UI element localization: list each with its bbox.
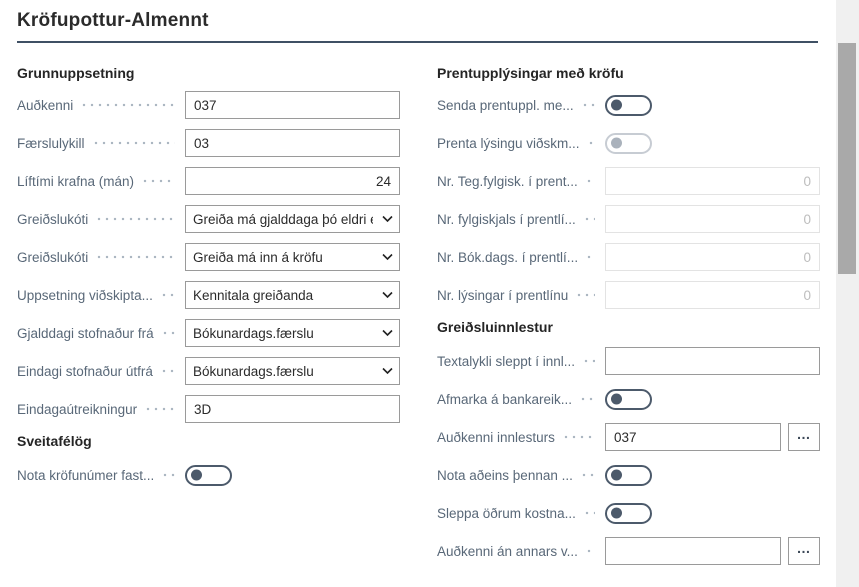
faerslulykill-label: Færslulykill xyxy=(17,135,85,151)
field-uppsetning-vidskipta xyxy=(17,281,400,309)
dot-leader xyxy=(160,293,175,297)
dot-leader xyxy=(583,217,595,221)
page-title: Kröfupottur-Almennt xyxy=(17,10,818,43)
prenta-lysingu-toggle xyxy=(605,133,652,154)
field-textalykli xyxy=(437,347,820,375)
prenta-lysingu-label: Prenta lýsingu viðskm... xyxy=(437,135,580,151)
field-nr-teg-fylgisk xyxy=(437,167,820,195)
field-greidslukoti-2 xyxy=(17,243,400,271)
uppsetning-vidskipta-label: Uppsetning viðskipta... xyxy=(17,287,153,303)
liftimi-krafna-label: Líftími krafna (mán) xyxy=(17,173,135,189)
sleppa-odrum-toggle[interactable] xyxy=(605,503,652,524)
dot-leader xyxy=(95,217,175,221)
dot-leader xyxy=(80,103,175,107)
audkenni-innlesturs-assist-button[interactable]: … xyxy=(788,423,820,451)
audkenni-an-annars-input[interactable] xyxy=(605,537,781,565)
field-nota-krofunumer xyxy=(17,461,400,489)
dot-leader xyxy=(160,369,175,373)
field-sleppa-odrum xyxy=(437,499,820,527)
sleppa-odrum-label: Sleppa öðrum kostna... xyxy=(437,505,576,521)
group-title-grunnuppsetning: Grunnuppsetning xyxy=(17,65,135,81)
audkenni-input[interactable] xyxy=(185,91,400,119)
form-columns xyxy=(17,57,859,575)
dot-leader xyxy=(583,511,595,515)
dot-leader xyxy=(562,435,595,439)
nota-adeins-label: Nota aðeins þennan ... xyxy=(437,467,573,483)
uppsetning-vidskipta-select[interactable] xyxy=(185,281,400,309)
vertical-scrollbar-track[interactable] xyxy=(836,0,859,587)
audkenni-innlesturs-input[interactable] xyxy=(605,423,781,451)
nr-lysingar-label: Nr. lýsingar í prentlínu xyxy=(437,287,569,303)
dot-leader xyxy=(587,141,595,145)
group-title-prentupplysingar: Prentupplýsingar með kröfu xyxy=(437,65,624,81)
nr-teg-fylgisk-input xyxy=(605,167,820,195)
nota-krofunumer-toggle[interactable] xyxy=(185,465,232,486)
faerslulykill-input[interactable] xyxy=(185,129,400,157)
gjalddagi-stofnadur-select[interactable] xyxy=(185,319,400,347)
nr-fylgiskjals-label: Nr. fylgiskjals í prentlí... xyxy=(437,211,576,227)
field-audkenni xyxy=(17,91,400,119)
field-faerslulykill xyxy=(17,129,400,157)
dot-leader xyxy=(95,255,175,259)
toggle-knob xyxy=(611,100,622,111)
eindagautreikningur-input[interactable] xyxy=(185,395,400,423)
toggle-knob xyxy=(191,470,202,481)
textalykli-label: Textalykli sleppt í innl... xyxy=(437,353,576,369)
dot-leader xyxy=(581,103,595,107)
eindagi-stofnadur-label: Eindagi stofnaður útfrá xyxy=(17,363,153,379)
nr-teg-fylgisk-label: Nr. Teg.fylgisk. í prent... xyxy=(437,173,578,189)
dot-leader xyxy=(92,141,176,145)
greidslukoti-1-select[interactable] xyxy=(185,205,400,233)
dot-leader xyxy=(585,179,595,183)
afmarka-bankareikn-label: Afmarka á bankareik... xyxy=(437,391,573,407)
dot-leader xyxy=(585,255,595,259)
greidslukoti-2-select[interactable] xyxy=(185,243,400,271)
eindagi-stofnadur-select[interactable] xyxy=(185,357,400,385)
field-nr-fylgiskjals xyxy=(437,205,820,233)
nr-bokdags-input xyxy=(605,243,820,271)
audkenni-label: Auðkenni xyxy=(17,97,74,113)
afmarka-bankareikn-toggle[interactable] xyxy=(605,389,652,410)
audkenni-innlesturs-label: Auðkenni innlesturs xyxy=(437,429,555,445)
gjalddagi-stofnadur-label: Gjalddagi stofnaður frá xyxy=(17,325,154,341)
nr-bokdags-label: Nr. Bók.dags. í prentlí... xyxy=(437,249,579,265)
field-prenta-lysingu xyxy=(437,129,820,157)
dot-leader xyxy=(141,179,175,183)
dot-leader xyxy=(579,397,595,401)
field-afmarka-bankareikn xyxy=(437,385,820,413)
nr-fylgiskjals-input xyxy=(605,205,820,233)
field-gjalddagi-stofnadur xyxy=(17,319,400,347)
greidslukoti-2-label: Greiðslukóti xyxy=(17,249,89,265)
field-eindagi-stofnadur xyxy=(17,357,400,385)
field-audkenni-an-annars xyxy=(437,537,820,565)
field-greidslukoti-1 xyxy=(17,205,400,233)
field-senda-prentuppl xyxy=(437,91,820,119)
left-column xyxy=(17,57,400,575)
liftimi-krafna-input[interactable] xyxy=(185,167,400,195)
field-audkenni-innlesturs xyxy=(437,423,820,451)
right-column xyxy=(437,57,820,575)
dot-leader xyxy=(575,293,595,297)
group-title-greidsluinnlestur: Greiðsluinnlestur xyxy=(437,319,553,335)
toggle-knob xyxy=(611,470,622,481)
toggle-knob xyxy=(611,394,622,405)
dot-leader xyxy=(580,473,595,477)
field-nr-lysingar xyxy=(437,281,820,309)
nota-krofunumer-label: Nota kröfunúmer fast... xyxy=(17,467,155,483)
field-nota-adeins xyxy=(437,461,820,489)
field-nr-bokdags xyxy=(437,243,820,271)
senda-prentuppl-label: Senda prentuppl. me... xyxy=(437,97,574,113)
dot-leader xyxy=(161,473,175,477)
dot-leader xyxy=(144,407,175,411)
group-title-sveitafelog: Sveitafélög xyxy=(17,433,92,449)
greidslukoti-1-label: Greiðslukóti xyxy=(17,211,89,227)
field-liftimi-krafna xyxy=(17,167,400,195)
nota-adeins-toggle[interactable] xyxy=(605,465,652,486)
field-eindagautreikningur xyxy=(17,395,400,423)
nr-lysingar-input xyxy=(605,281,820,309)
textalykli-input[interactable] xyxy=(605,347,820,375)
dot-leader xyxy=(161,331,175,335)
audkenni-an-annars-label: Auðkenni án annars v... xyxy=(437,543,578,559)
toggle-knob xyxy=(611,508,622,519)
vertical-scrollbar-thumb[interactable] xyxy=(838,43,856,274)
audkenni-an-annars-assist-button[interactable]: … xyxy=(788,537,820,565)
senda-prentuppl-toggle[interactable] xyxy=(605,95,652,116)
dot-leader xyxy=(585,549,595,553)
dot-leader xyxy=(582,359,595,363)
toggle-knob xyxy=(611,138,622,149)
eindagautreikningur-label: Eindagaútreikningur xyxy=(17,401,138,417)
